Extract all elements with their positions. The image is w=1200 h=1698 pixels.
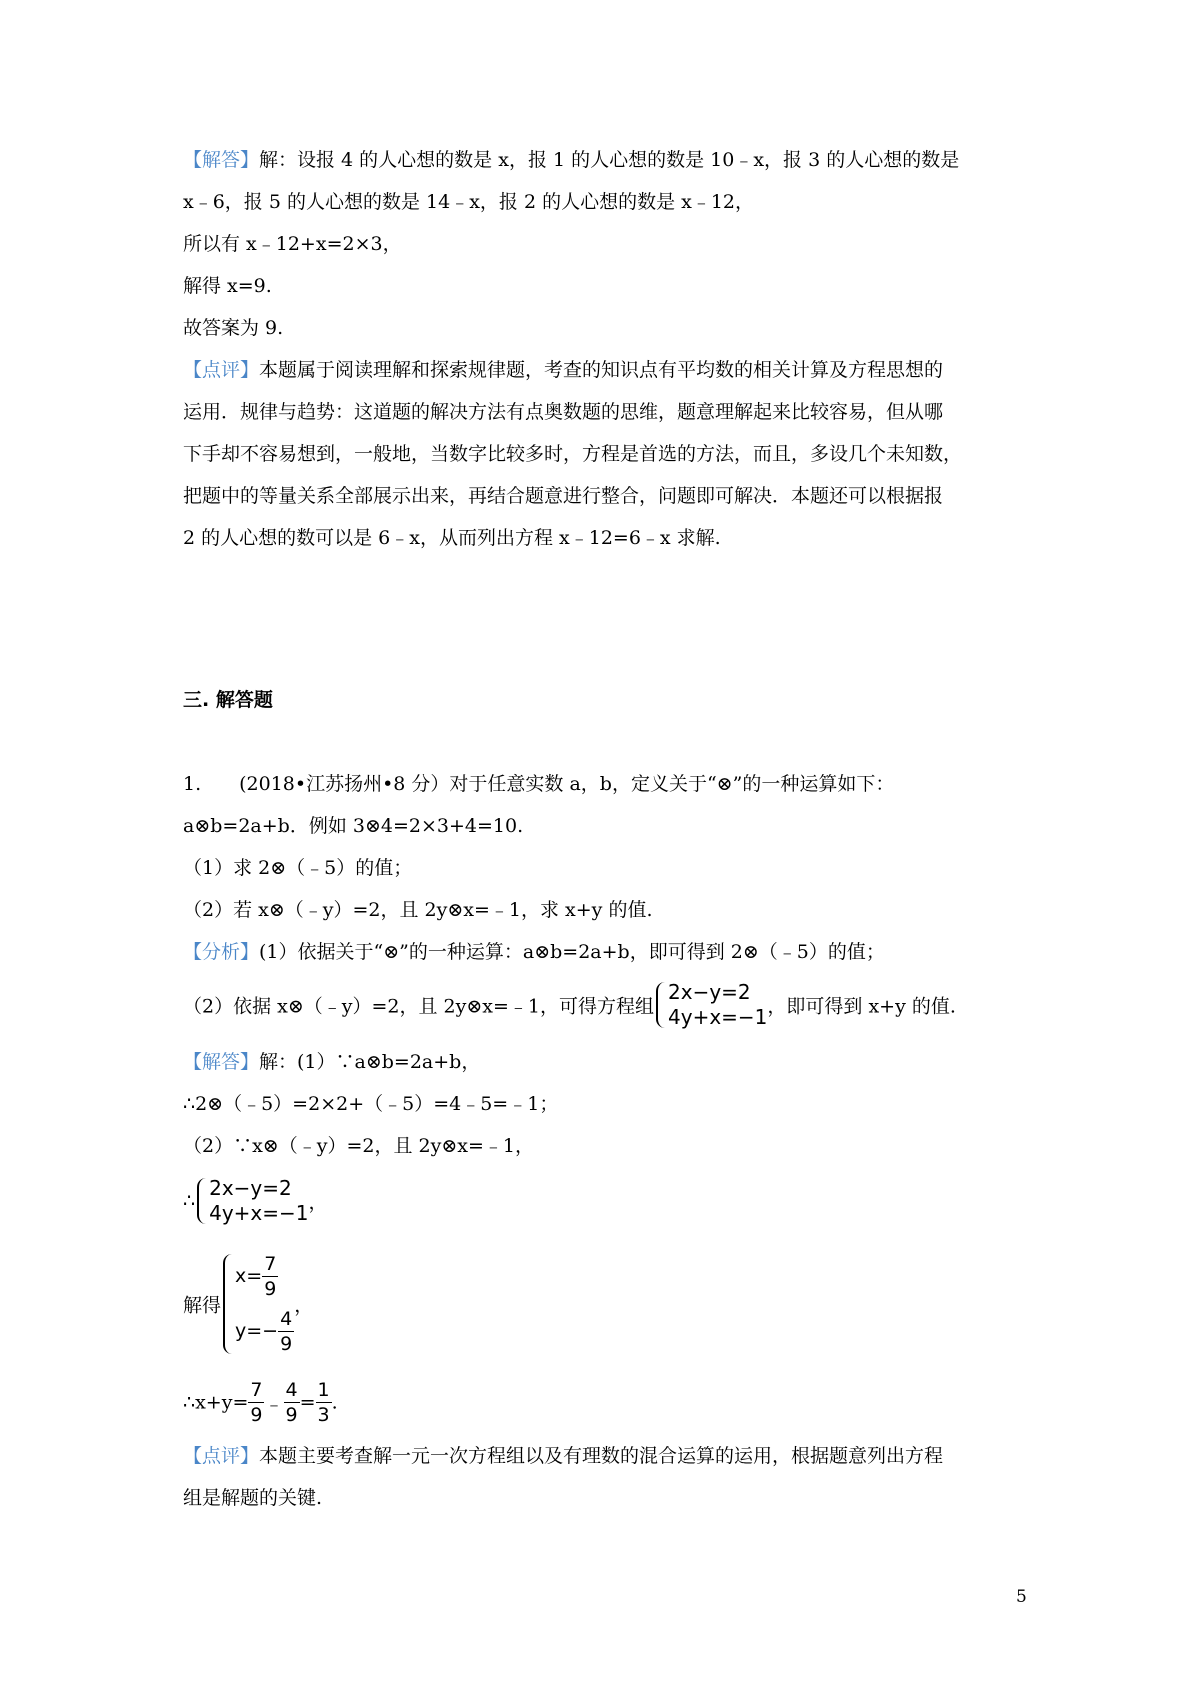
solution-line-1 [183, 1050, 480, 1074]
comment-line-4: 把题中的等量关系全部展示出来，再结合题意进行整合，问题即可解决．本题还可以根据报 [183, 485, 944, 507]
solution-equation-1: 2x−y=2 [209, 1176, 292, 1200]
fraction-numerator: 4 [285, 1379, 298, 1401]
analysis-line-2 [183, 980, 956, 1030]
fraction-numerator: 7 [264, 1253, 277, 1275]
solution-tag: 【解答】 [183, 1051, 260, 1073]
solved-system [221, 1252, 294, 1356]
fraction-4-9 [278, 1307, 294, 1356]
solution-equation-system [195, 1176, 308, 1226]
fraction-numerator: 1 [317, 1379, 330, 1401]
fraction-denominator: 9 [250, 1404, 263, 1426]
answer-line-3: 所以有 x﹣12+x=2×3， [183, 233, 402, 255]
solved-y-label: y=− [235, 1320, 279, 1342]
final-result-line [183, 1378, 338, 1427]
solved-values-line [183, 1252, 313, 1356]
final-equals: = [299, 1391, 316, 1414]
question-line-2: a⊗b=2a+b．例如 3⊗4=2×3+4=10. [183, 815, 524, 837]
comment-line-2: 运用．规律与趋势：这道题的解决方法有点奥数题的思维，题意理解起来比较容易，但从哪 [183, 401, 944, 423]
answer-tag: 【解答】 [183, 149, 260, 171]
comment2-line-2: 组是解题的关键. [183, 1487, 323, 1509]
analysis-text-post: ，即可得到 x+y 的值. [767, 995, 956, 1018]
solution-equation-2: 4y+x=−1 [209, 1201, 309, 1225]
comment-line-5: 2 的人心想的数可以是 6﹣x，从而列出方程 x﹣12=6﹣x 求解. [183, 527, 721, 549]
solved-x-label: x= [235, 1265, 263, 1287]
final-fraction-c [316, 1378, 332, 1427]
fraction-numerator: 4 [280, 1308, 293, 1330]
final-prefix: ∴x+y= [183, 1391, 249, 1414]
analysis-text: (1）依据关于“⊗”的一种运算：a⊗b=2a+b，即可得到 2⊗（﹣5）的值； [259, 941, 885, 963]
analysis-tag: 【分析】 [183, 941, 260, 963]
solve-label: 解得 [183, 1294, 222, 1317]
comma: ， [308, 1191, 328, 1214]
solution-text: 解：(1）∵a⊗b=2a+b， [259, 1051, 481, 1073]
comment2-line-1 [183, 1444, 943, 1468]
final-fraction-b [284, 1378, 300, 1427]
fraction-numerator: 7 [250, 1379, 263, 1401]
comment-line-3: 下手却不容易想到，一般地，当数字比较多时，方程是首选的方法，而且，多设几个未知数， [183, 443, 963, 465]
comment-text: 本题属于阅读理解和探索规律题，考查的知识点有平均数的相关计算及方程思想的 [259, 359, 944, 381]
fraction-denominator: 3 [317, 1404, 330, 1426]
question-part-1: （1）求 2⊗（﹣5）的值； [183, 857, 413, 879]
analysis-line-1 [183, 940, 885, 964]
fraction-denominator: 9 [280, 1333, 293, 1355]
answer-text: 解：设报 4 的人心想的数是 x，报 1 的人心想的数是 10﹣x，报 3 的人心想的数是 [259, 149, 960, 171]
page-number: 5 [1016, 1587, 1027, 1607]
question-part-2: （2）若 x⊗（﹣y）=2，且 2y⊗x=﹣1，求 x+y 的值. [183, 899, 653, 921]
solved-x [235, 1252, 294, 1301]
comma-2: ， [294, 1294, 314, 1317]
solution-line-3: （2）∵x⊗（﹣y）=2，且 2y⊗x=﹣1， [183, 1135, 534, 1157]
solution-system-line [183, 1176, 328, 1226]
answer-line-5: 故答案为 9. [183, 317, 284, 339]
equation-1: 2x−y=2 [668, 980, 751, 1004]
comment-line-1 [183, 358, 943, 382]
comment2-text: 本题主要考查解一元一次方程组以及有理数的混合运算的运用，根据题意列出方程 [259, 1445, 944, 1467]
equation-system [654, 980, 767, 1030]
answer-line-1 [183, 148, 959, 172]
solved-y [235, 1307, 294, 1356]
answer-line-2: x﹣6，报 5 的人心想的数是 14﹣x，报 2 的人心想的数是 x﹣12， [183, 191, 755, 213]
answer-line-4: 解得 x=9. [183, 275, 272, 297]
solution-line-2: ∴2⊗（﹣5）=2×2+（﹣5）=4﹣5=﹣1； [183, 1093, 559, 1115]
analysis-text-pre: （2）依据 x⊗（﹣y）=2，且 2y⊗x=﹣1，可得方程组 [183, 995, 655, 1018]
therefore-symbol: ∴ [183, 1190, 196, 1212]
final-fraction-a [248, 1378, 264, 1427]
fraction-7-9 [262, 1252, 278, 1301]
fraction-denominator: 9 [264, 1278, 277, 1300]
final-minus: ﹣ [264, 1393, 284, 1415]
comment2-tag: 【点评】 [183, 1445, 260, 1467]
comment-tag: 【点评】 [183, 359, 260, 381]
section-heading: 三. 解答题 [183, 689, 273, 711]
equation-2: 4y+x=−1 [668, 1005, 768, 1029]
question-line-1: 1. (2018•江苏扬州•8 分）对于任意实数 a，b，定义关于“⊗”的一种运算如下： [183, 773, 895, 795]
fraction-denominator: 9 [285, 1404, 298, 1426]
final-dot: . [331, 1391, 338, 1414]
